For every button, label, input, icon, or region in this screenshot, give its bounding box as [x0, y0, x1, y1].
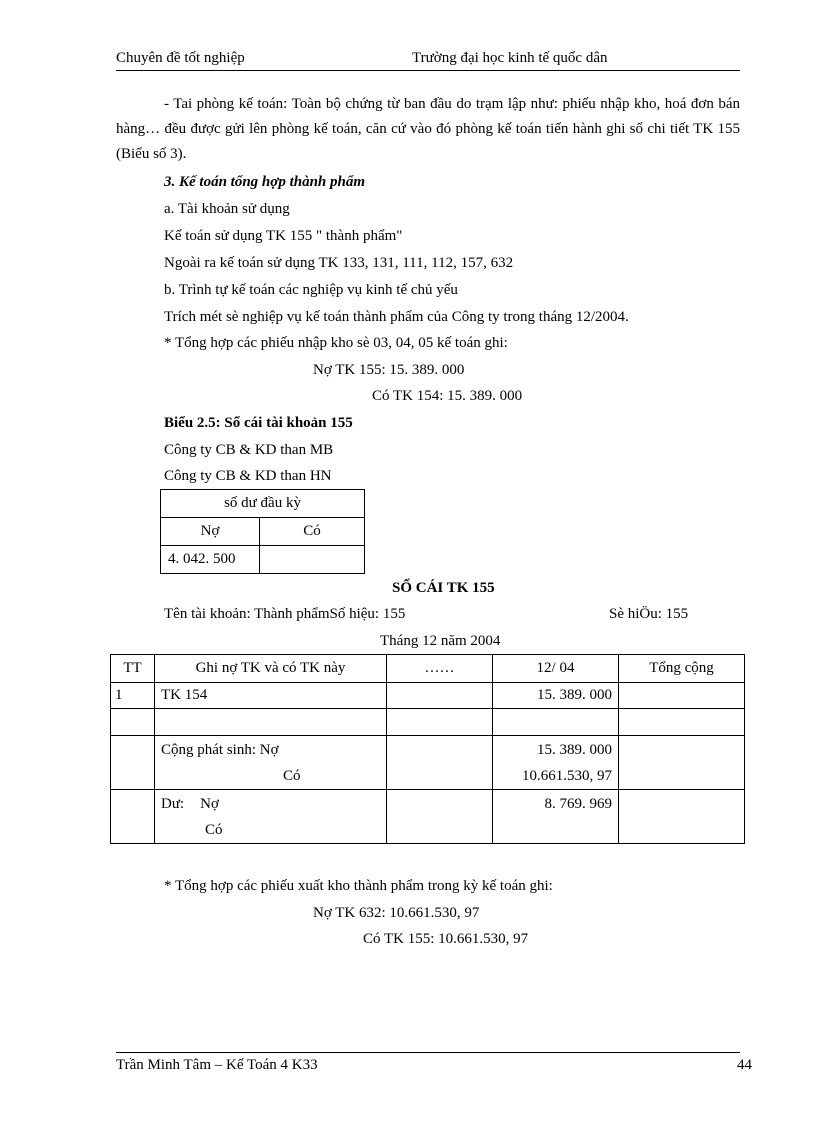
row1-tt: 1	[111, 683, 155, 709]
ledger-title: SỔ CÁI TK 155	[392, 580, 495, 596]
header-right: Trường đại học kinh tế quốc dân	[412, 50, 608, 66]
row3-label2: Có	[283, 768, 301, 784]
header-rule	[116, 70, 740, 71]
col-tt: TT	[111, 655, 155, 683]
ledger-account-code: Sè hiÖu: 155	[609, 606, 689, 622]
section-heading: 3. Kế toán tổng hợp thành phẩm	[164, 174, 366, 190]
row4-label2: Có	[205, 822, 223, 838]
opening-balance-title: số dư đầu kỳ	[161, 490, 365, 518]
line-a: a. Tài khoản sử dụng	[164, 201, 290, 217]
row1-account: TK 154	[155, 683, 387, 709]
bieu-title: Biểu 2.5: Sổ cái tài khoản 155	[164, 415, 353, 431]
page-number: 44	[737, 1057, 752, 1073]
paragraph-intro: - Tai phòng kế toán: Toàn bộ chứng từ ban đầu do trạm lập như: phiếu nhập kho, hoá đơn bán hàng… đều được gửi lên phòng kế toán, căn cứ vào đó phòng kế toán tiến hành ghi sổ chi tiết TK 155 (Biểu số 3).	[116, 96, 740, 162]
company-hn: Công ty CB & KD than HN	[164, 468, 332, 484]
opening-credit-value	[260, 546, 365, 574]
table-row	[111, 790, 745, 844]
ledger-period: Tháng 12 năm 2004	[380, 633, 501, 649]
col-dots: ……	[387, 655, 493, 683]
row4-label1b: Nợ	[200, 796, 219, 812]
row4-label1: Dư:	[161, 796, 185, 812]
footer-rule	[116, 1052, 740, 1053]
company-mb: Công ty CB & KD than MB	[164, 442, 334, 458]
ledger-account-name: Tên tài khoản: Thành phẩmSố hiệu: 155	[164, 606, 406, 622]
entry1-debit: Nợ TK 155: 15. 389. 000	[313, 362, 465, 378]
table-row	[111, 683, 745, 709]
table-row	[111, 709, 745, 736]
footer-author: Trần Minh Tâm – Kế Toán 4 K33	[116, 1057, 318, 1073]
row1-total	[619, 683, 745, 709]
row1-value: 15. 389. 000	[493, 683, 619, 709]
ledger-table	[110, 654, 745, 844]
opening-balance-table	[160, 489, 365, 574]
col-account: Ghi nợ TK và có TK này	[155, 655, 387, 683]
row3-label1: Cộng phát sinh: Nợ	[161, 742, 279, 758]
header-left: Chuyên đề tốt nghiệp	[116, 50, 245, 66]
col-total: Tổng cộng	[619, 655, 745, 683]
opening-debit-label: Nợ	[161, 518, 260, 546]
row3-value2: 10.661.530, 97	[522, 768, 612, 784]
line-c: * Tổng hợp các phiếu xuất kho thành phẩm trong kỳ kế toán ghi:	[164, 878, 553, 894]
row3-value1: 15. 389. 000	[537, 742, 612, 758]
line-b2: * Tổng hợp các phiếu nhập kho sè 03, 04, 05 kế toán ghi:	[164, 335, 508, 351]
opening-credit-label: Có	[260, 518, 365, 546]
entry2-credit: Có TK 155: 10.661.530, 97	[363, 931, 529, 947]
line-a2: Ngoài ra kế toán sử dụng TK 133, 131, 111, 112, 157, 632	[164, 255, 514, 271]
line-b1: Trích mét sè nghiệp vụ kế toán thành phẩm của Công ty trong tháng 12/2004.	[164, 309, 629, 325]
row1-dots	[387, 683, 493, 709]
entry1-credit: Có TK 154: 15. 389. 000	[372, 388, 523, 404]
col-date: 12/ 04	[493, 655, 619, 683]
line-a1: Kế toán sử dụng TK 155 " thành phẩm"	[164, 228, 403, 244]
row4-value1: 8. 769. 969	[544, 796, 612, 812]
entry2-debit: Nợ TK 632: 10.661.530, 97	[313, 905, 480, 921]
opening-debit-value: 4. 042. 500	[161, 546, 260, 574]
table-row	[111, 736, 745, 790]
line-b: b. Trình tự kế toán các nghiệp vụ kinh tế chủ yếu	[164, 282, 458, 298]
